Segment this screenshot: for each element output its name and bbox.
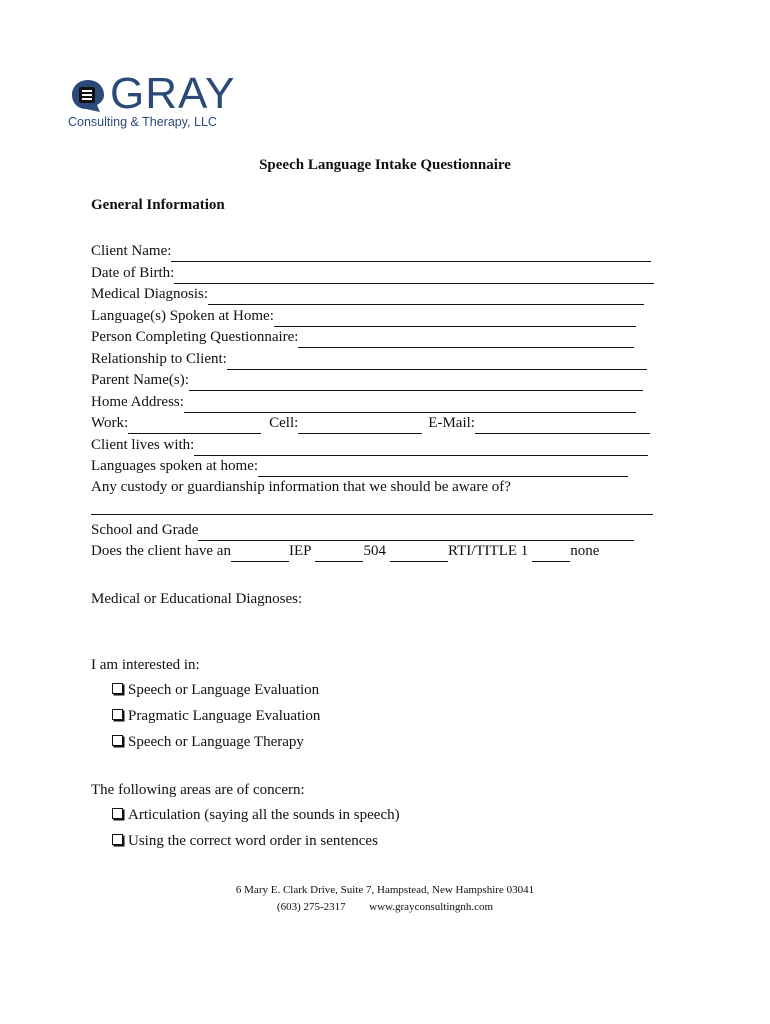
iep-blank[interactable]: [231, 546, 289, 562]
languages-spoken-label: Languages spoken at home:: [91, 458, 259, 474]
custody-question: Any custody or guardianship information that we should be aware of?: [91, 479, 511, 495]
medical-diagnosis-label: Medical Diagnosis:: [91, 286, 209, 302]
logo-wordmark: GRAY: [110, 69, 236, 118]
parent-names-label: Parent Name(s):: [91, 372, 189, 388]
client-have-label: Does the client have an: [91, 543, 231, 559]
cell-label: Cell:: [269, 415, 299, 431]
footer-address: 6 Mary E. Clark Drive, Suite 7, Hampstead, New Hampshire 03041: [235, 884, 535, 896]
home-address-field[interactable]: [184, 397, 636, 413]
school-grade-label: School and Grade: [91, 522, 199, 538]
school-grade-row: [91, 520, 634, 541]
logo-subtitle: Consulting & Therapy, LLC: [68, 115, 217, 129]
languages-home-row: [91, 306, 636, 327]
concern-option-label: Using the correct word order in sentences: [128, 833, 378, 849]
iep-label: IEP: [288, 543, 312, 559]
rti-label: RTI/TITLE 1: [447, 543, 529, 559]
504-blank[interactable]: [315, 546, 363, 562]
parent-names-field[interactable]: [189, 375, 643, 391]
languages-spoken-field[interactable]: [258, 461, 628, 477]
checkbox[interactable]: [112, 683, 123, 694]
speech-bubble-icon: [70, 78, 106, 114]
rti-blank[interactable]: [390, 546, 448, 562]
none-blank[interactable]: [532, 546, 570, 562]
checkbox[interactable]: [112, 808, 123, 819]
footer-website[interactable]: www.grayconsultingnh.com: [369, 901, 494, 913]
interest-option-label: Speech or Language Therapy: [128, 734, 304, 750]
person-completing-row: [91, 327, 634, 348]
dob-row: [91, 263, 654, 284]
concern-option-label: Articulation (saying all the sounds in speech): [128, 807, 400, 823]
document-title: Speech Language Intake Questionnaire: [259, 157, 511, 173]
dob-field[interactable]: [174, 268, 654, 284]
none-label: none: [570, 543, 600, 559]
person-completing-label: Person Completing Questionnaire:: [91, 329, 299, 345]
client-name-row: [91, 241, 651, 262]
interest-option: [112, 680, 319, 701]
email-field[interactable]: [475, 418, 650, 434]
checkbox[interactable]: [112, 709, 123, 720]
footer-contact: [0, 899, 770, 916]
relationship-field[interactable]: [227, 354, 647, 370]
languages-home-field[interactable]: [274, 311, 636, 327]
medical-diagnosis-row: [91, 284, 644, 305]
interest-option: [112, 732, 304, 753]
custody-answer-field[interactable]: [91, 498, 653, 515]
client-name-label: Client Name:: [91, 243, 172, 259]
concerns-label: The following areas are of concern:: [91, 782, 305, 798]
interest-option-label: Pragmatic Language Evaluation: [128, 708, 321, 724]
languages-home-label: Language(s) Spoken at Home:: [91, 308, 274, 324]
interest-label: I am interested in:: [91, 657, 200, 673]
interest-option-label: Speech or Language Evaluation: [128, 682, 320, 698]
concern-option: [112, 831, 378, 852]
cell-field[interactable]: [298, 418, 422, 434]
504-label: 504: [363, 543, 386, 559]
parent-names-row: [91, 370, 643, 391]
checkbox[interactable]: [112, 735, 123, 746]
footer-phone: (603) 275-2317: [276, 901, 346, 913]
languages-spoken-row: [91, 456, 628, 477]
lives-with-label: Client lives with:: [91, 437, 195, 453]
client-name-field[interactable]: [171, 246, 651, 262]
relationship-label: Relationship to Client:: [91, 351, 227, 367]
work-field[interactable]: [128, 418, 261, 434]
interest-option: [112, 706, 320, 727]
section-heading: General Information: [91, 197, 225, 213]
lives-with-row: [91, 435, 648, 456]
email-label: E-Mail:: [428, 415, 475, 431]
home-address-row: [91, 392, 636, 413]
plan-type-row: [91, 541, 599, 562]
person-completing-field[interactable]: [298, 332, 634, 348]
checkbox[interactable]: [112, 834, 123, 845]
work-label: Work:: [91, 415, 129, 431]
diagnoses-label: Medical or Educational Diagnoses:: [91, 591, 303, 607]
medical-diagnosis-field[interactable]: [208, 289, 644, 305]
contact-row: [91, 413, 650, 434]
relationship-row: [91, 349, 647, 370]
dob-label: Date of Birth:: [91, 265, 175, 281]
lives-with-field[interactable]: [194, 440, 648, 456]
home-address-label: Home Address:: [91, 394, 184, 410]
school-grade-field[interactable]: [198, 525, 634, 541]
concern-option: [112, 805, 400, 826]
